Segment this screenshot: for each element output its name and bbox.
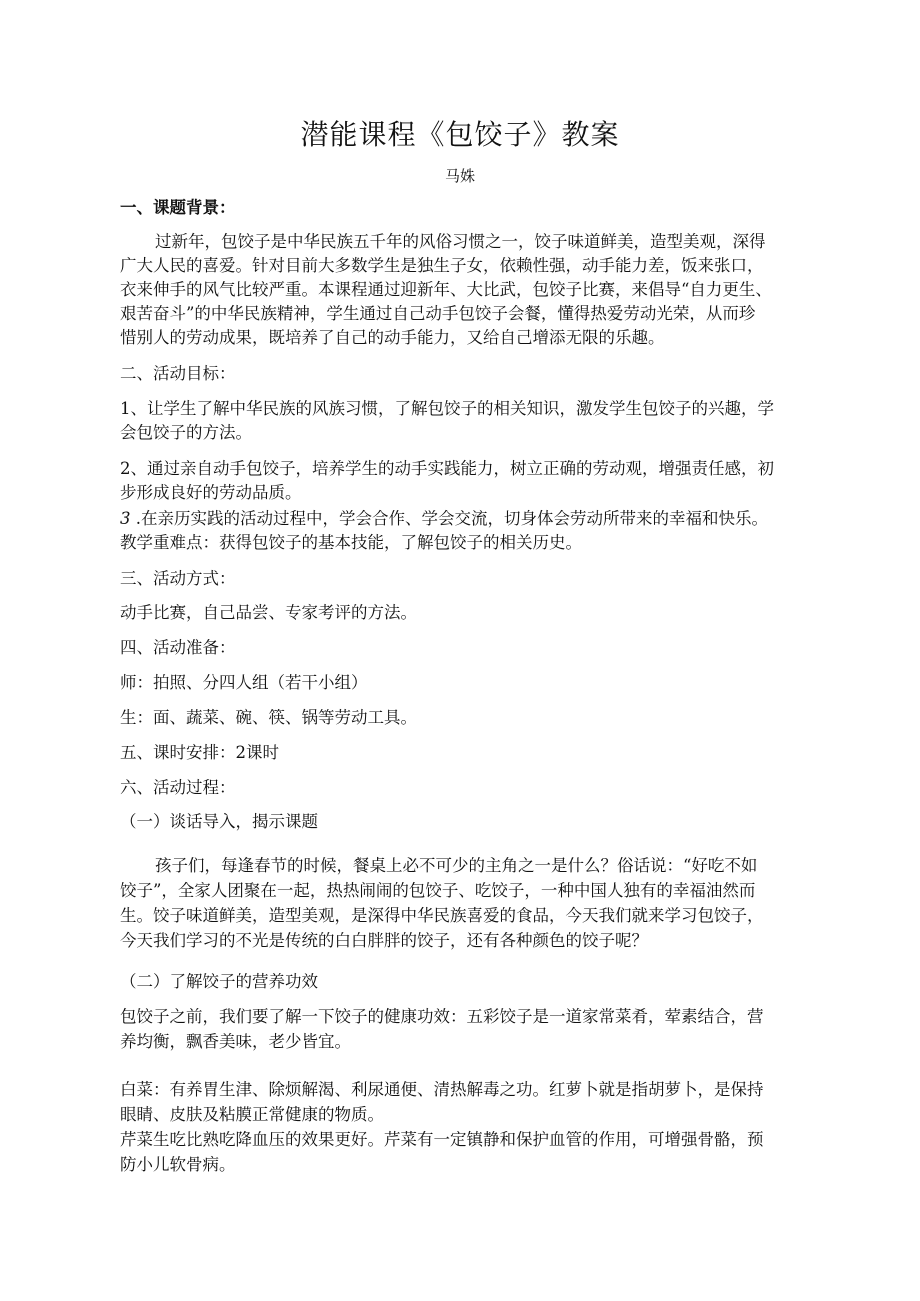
goal-line: 2、通过亲自动手包饺子，培养学生的动手实践能力，树立正确的劳动观，增强责任感，初 <box>120 459 774 478</box>
introduction-line: 饺子”，全家人团聚在一起，热热闹闹的包饺子、吃饺子，一种中国人独有的幸福油然而 <box>120 881 756 900</box>
subheading-introduction: （一）谈话导入，揭示课题 <box>120 812 318 831</box>
nutrition-line: 养均衡，飘香美味，老少皆宜。 <box>120 1032 351 1051</box>
background-paragraph-line: 过新年，包饺子是中华民族五千年的风俗习惯之一，饺子味道鲜美，造型美观，深得 <box>155 232 766 251</box>
student-preparation: 生：面、蔬菜、碗、筷、锅等劳动工具。 <box>120 708 417 727</box>
author-name: 马姝 <box>444 167 475 185</box>
document-title: 潜能课程《包饺子》教案 <box>300 118 620 151</box>
subheading-nutrition: （二）了解饺子的营养功效 <box>120 972 318 991</box>
introduction-line: 孩子们，每逢春节的时候，餐桌上必不可少的主角之一是什么？俗话说：“好吃不如 <box>155 856 758 875</box>
goal-line: 步形成良好的劳动品质。 <box>120 483 302 502</box>
celery-line: 防小儿软骨病。 <box>120 1155 236 1174</box>
background-paragraph-line: 广大人民的喜爱。针对目前大多数学生是独生子女，依赖性强，动手能力差，饭来张口， <box>120 256 764 275</box>
section-heading-schedule: 五、课时安排：2课时 <box>120 743 279 762</box>
goal-line: 1、让学生了解中华民族的风族习惯，了解包饺子的相关知识，激发学生包饺子的兴趣，学 <box>120 399 774 418</box>
section-heading-process: 六、活动过程： <box>120 778 236 797</box>
section-heading-method: 三、活动方式： <box>120 569 236 588</box>
teacher-preparation: 师：拍照、分四人组（若干小组） <box>120 673 368 692</box>
introduction-line: 生。饺子味道鲜美，造型美观，是深得中华民族喜爱的食品，今天我们就来学习包饺子， <box>120 906 764 925</box>
method-text: 动手比赛，自己品尝、专家考评的方法。 <box>120 603 417 622</box>
key-points-line: 教学重难点：获得包饺子的基本技能，了解包饺子的相关历史。 <box>120 533 582 552</box>
celery-line: 芹菜生吃比熟吃降血压的效果更好。芹菜有一定镇静和保护血管的作用，可增强骨骼，预 <box>120 1130 764 1149</box>
section-heading-preparation: 四、活动准备： <box>120 638 236 657</box>
background-paragraph-line: 衣来伸手的风气比较严重。本课程通过迎新年、大比武，包饺子比赛，来倡导“自力更生、 <box>120 280 772 299</box>
nutrition-line: 包饺子之前，我们要了解一下饺子的健康功效：五彩饺子是一道家常菜肴，荤素结合，营 <box>120 1007 764 1026</box>
section-heading-background: 一、课题背景： <box>120 198 236 217</box>
section-heading-goals: 二、活动目标： <box>120 364 236 383</box>
goal-number: 3 <box>120 509 131 528</box>
background-paragraph-line: 惜别人的劳动成果，既培养了自己的动手能力，又给自己增添无限的乐趣。 <box>120 328 665 347</box>
background-paragraph-line: 艰苦奋斗”的中华民族精神，学生通过自己动手包饺子会餐，懂得热爱劳动光荣，从而珍 <box>120 304 756 323</box>
cabbage-line: 眼睛、皮肤及粘膜正常健康的物质。 <box>120 1105 384 1124</box>
goal-line: 会包饺子的方法。 <box>120 423 252 442</box>
goal-line-three <box>120 507 768 531</box>
introduction-line: 今天我们学习的不光是传统的白白胖胖的饺子，还有各种颜色的饺子呢？ <box>120 931 648 950</box>
goal-text: .在亲历实践的活动过程中，学会合作、学会交流，切身体会劳动所带来的幸福和快乐。 <box>135 509 768 528</box>
cabbage-line: 白菜：有养胃生津、除烦解渴、利尿通便、清热解毒之功。红萝卜就是指胡萝卜，是保持 <box>120 1080 764 1099</box>
